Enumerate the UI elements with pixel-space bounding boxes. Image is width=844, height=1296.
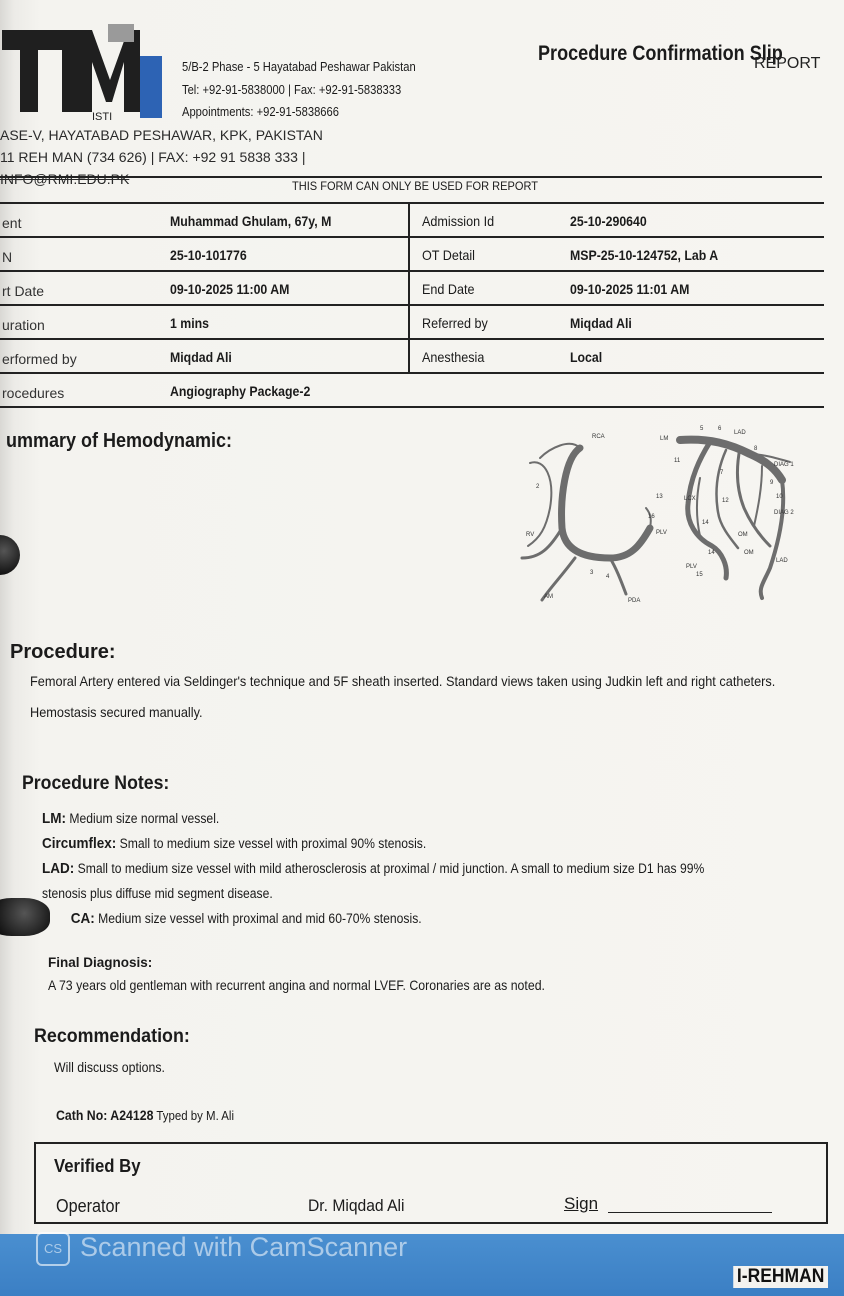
address-line: 5/B-2 Phase - 5 Hayatabad Peshawar Pakistan: [182, 59, 416, 74]
duration-label: uration: [2, 317, 45, 333]
performed-by-label: erformed by: [2, 351, 77, 367]
procedure-notes-heading: Procedure Notes:: [22, 773, 170, 794]
cath-number: [56, 1107, 234, 1123]
recommendation-text: Will discuss options.: [54, 1059, 165, 1075]
verified-by-box: [34, 1142, 828, 1224]
diagram-label: LM: [660, 436, 669, 442]
diagram-label: OM: [744, 550, 754, 556]
procedure-heading: Procedure:: [10, 641, 116, 663]
table-row: [0, 372, 824, 408]
mrn-label: N: [2, 249, 13, 265]
diagram-label: 13: [656, 494, 663, 500]
header-address: [182, 56, 416, 124]
title-overprint: REPORT: [754, 55, 821, 72]
ot-detail-value: MSP-25-10-124752, Lab A: [570, 247, 719, 263]
procedures-value: Angiography Package-2: [170, 383, 311, 399]
diagram-label: 2: [536, 484, 540, 490]
summary-heading: ummary of Hemodynamic:: [6, 430, 233, 452]
performed-by-value: Miqdad Ali: [170, 349, 232, 365]
scanner-text: Scanned with CamScanner: [80, 1232, 408, 1263]
procedure-notes: [42, 806, 816, 931]
end-date-label: End Date: [422, 281, 475, 297]
page-title: Procedure Confirmation Slip: [538, 42, 783, 65]
admission-id-value: 25-10-290640: [570, 213, 647, 229]
start-date-label: rt Date: [2, 283, 45, 299]
note-lad-cont: [42, 881, 816, 906]
diagram-label: 10: [776, 494, 783, 500]
binder-hole: [0, 535, 20, 575]
diagram-label: 6: [718, 426, 722, 432]
stamp-address-line: ASE-V, HAYATABAD PESHAWAR, KPK, PAKISTAN: [0, 127, 323, 143]
cath-label: Cath No: A24128: [56, 1107, 154, 1123]
diagram-label: LAD: [776, 558, 788, 564]
final-diagnosis-heading: Final Diagnosis:: [48, 955, 153, 970]
diagram-label: OM: [738, 532, 748, 538]
note-text: Medium size vessel with proximal and mid 60-70% stenosis.: [94, 911, 422, 926]
table-row: [0, 270, 824, 304]
diagram-label: 8: [754, 446, 758, 452]
diagram-label: AM: [544, 594, 553, 600]
diagram-label: 4: [606, 574, 610, 580]
diagram-label: DIAG 2: [774, 510, 794, 516]
camscanner-icon: CS: [36, 1232, 70, 1266]
note-text: Small to medium size vessel with mild atherosclerosis at proximal / mid junction. A small to medium size D1 has 99%: [74, 861, 705, 876]
diagram-label: 12: [722, 498, 729, 504]
rmi-logo: [0, 20, 170, 128]
patient-info-table: [0, 202, 824, 408]
final-diagnosis-text: A 73 years old gentleman with recurrent angina and normal LVEF. Coronaries are as noted.: [48, 977, 545, 993]
table-row: [0, 236, 824, 270]
footer-brand: I-REHMAN: [733, 1266, 828, 1288]
operator-name: Dr. Miqdad Ali: [308, 1196, 405, 1215]
diagram-label: PLV: [686, 564, 697, 570]
table-row: [0, 338, 824, 372]
recommendation-heading: Recommendation:: [34, 1026, 190, 1047]
note-text: Small to medium size vessel with proximal 90% stenosis.: [116, 836, 427, 851]
diagram-label: 15: [696, 572, 703, 578]
diagram-label: 9: [770, 480, 774, 486]
diagram-label: PDA: [628, 598, 641, 604]
end-date-value: 09-10-2025 11:01 AM: [570, 281, 690, 297]
binder-clip: [0, 898, 50, 936]
note-text: stenosis plus diffuse mid segment disease.: [42, 886, 273, 901]
note-lm: [42, 806, 816, 831]
anesthesia-value: Local: [570, 349, 603, 365]
note-text: Medium size normal vessel.: [65, 811, 220, 826]
diagram-label: LAD: [734, 430, 746, 436]
ot-detail-label: OT Detail: [422, 247, 475, 263]
note-label: CA:: [70, 910, 95, 927]
table-row: [0, 304, 824, 338]
mrn-value: 25-10-101776: [170, 247, 247, 263]
operator-label: Operator: [56, 1196, 120, 1216]
appointments-line: Appointments: +92-91-5838666: [182, 104, 339, 119]
table-row: [0, 202, 824, 236]
patient-label: ent: [2, 215, 22, 231]
diagram-label: 16: [648, 514, 655, 520]
diagram-label: LCX: [684, 496, 696, 502]
diagram-label: 3: [590, 570, 594, 576]
start-date-value: 09-10-2025 11:00 AM: [170, 281, 290, 297]
phone-line: Tel: +92-91-5838000 | Fax: +92-91-5838333: [182, 81, 402, 97]
sign-label: Sign: [564, 1194, 599, 1213]
diagram-label: 5: [700, 426, 704, 432]
stamp-address: [0, 124, 323, 190]
diagram-label: DIAG 1: [774, 462, 794, 468]
diagram-label: 7: [720, 470, 724, 476]
signature-line: [608, 1212, 772, 1213]
stamp-email-line: INFO@RMI.EDU.PK: [0, 171, 130, 187]
coronary-artery-diagram: [500, 418, 820, 610]
admission-id-label: Admission Id: [422, 213, 495, 229]
note-label: LM:: [42, 810, 66, 827]
referred-by-label: Referred by: [422, 315, 488, 331]
note-label: Circumflex:: [42, 835, 117, 852]
note-circumflex: [42, 831, 816, 856]
diagram-label: PLV: [656, 530, 667, 536]
diagram-label: RCA: [592, 434, 605, 440]
note-lad: [42, 856, 816, 881]
diagram-label: RV: [526, 532, 535, 538]
typed-by: Typed by M. Ali: [153, 1108, 235, 1123]
verified-by-title: Verified By: [54, 1156, 141, 1176]
note-label: LAD:: [42, 860, 75, 877]
stamp-phone-line: 11 REH MAN (734 626) | FAX: +92 91 5838 333 |: [0, 149, 306, 165]
form-note: THIS FORM CAN ONLY BE USED FOR REPORT: [292, 179, 538, 193]
logo-sub-text: ISTI: [92, 111, 113, 123]
procedure-text: Femoral Artery entered via Seldinger's technique and 5F sheath inserted. Standard views taken using Judkin left and right catheters. Hemostasis secured manually.: [30, 673, 776, 720]
divider: [0, 176, 822, 178]
diagram-label: 14: [702, 520, 709, 526]
referred-by-value: Miqdad Ali: [570, 315, 632, 331]
duration-value: 1 mins: [170, 315, 210, 331]
diagram-label: 14: [708, 550, 715, 556]
patient-value: Muhammad Ghulam, 67y, M: [170, 213, 332, 229]
anesthesia-label: Anesthesia: [422, 349, 485, 365]
procedures-label: rocedures: [2, 385, 65, 401]
diagram-label: 11: [674, 458, 681, 464]
note-rca: [42, 906, 816, 931]
scanner-watermark: [36, 1232, 407, 1266]
